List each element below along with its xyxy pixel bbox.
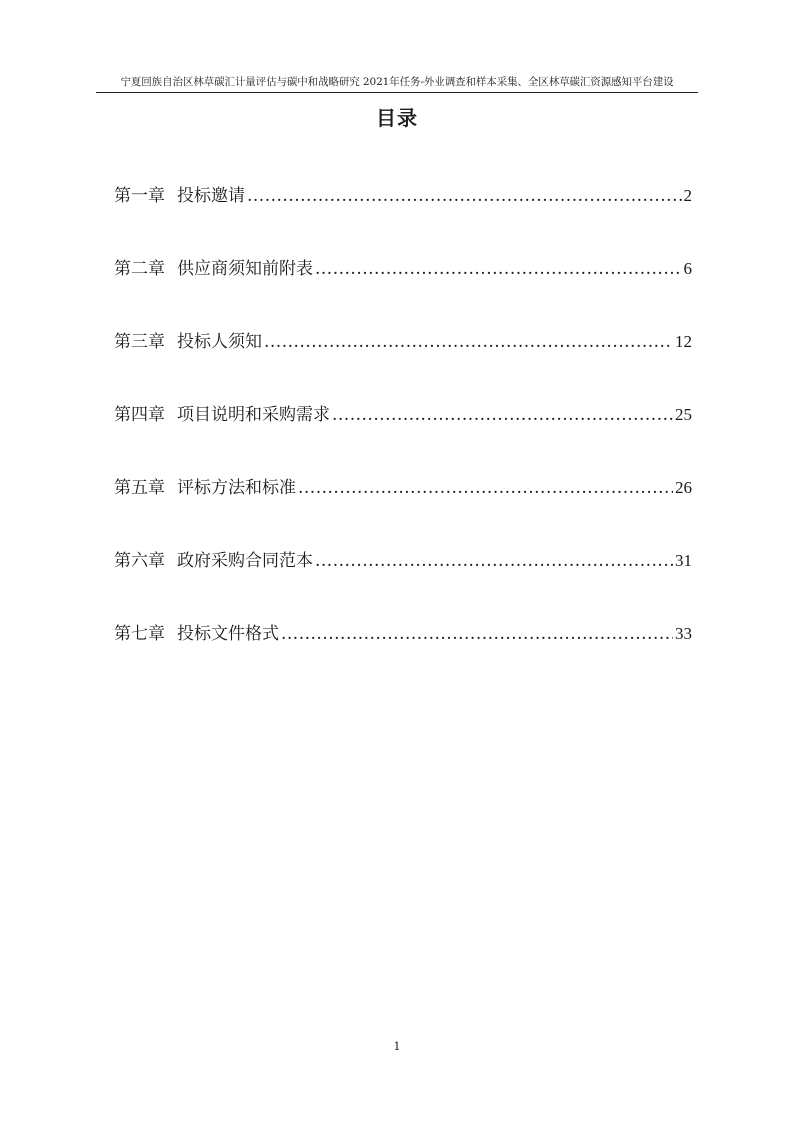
toc-page-number: 33 [675,624,692,643]
toc-chapter-title: 政府采购合同范本 [177,551,313,571]
toc-dot-leader [315,545,673,577]
toc-chapter-title: 供应商须知前附表 [177,259,313,279]
toc-chapter-title: 投标文件格式 [177,624,279,644]
toc-page-number: 12 [675,332,692,351]
toc-entry-chapter-6[interactable] [114,545,692,618]
toc-chapter-title: 项目说明和采购需求 [177,405,330,425]
toc-dot-leader [332,399,673,431]
table-of-contents [114,180,692,691]
toc-chapter-number: 第六章 [114,551,165,571]
toc-chapter-title: 投标邀请 [177,186,245,206]
toc-page-number: 6 [683,259,692,278]
toc-title: 目录 [376,106,418,130]
toc-entry-chapter-5[interactable] [114,472,692,545]
toc-chapter-number: 第四章 [114,405,165,425]
toc-entry-chapter-3[interactable] [114,326,692,399]
toc-entry-chapter-1[interactable] [114,180,692,253]
toc-chapter-number: 第五章 [114,478,165,498]
page-header: 宁夏回族自治区林草碳汇计量评估与碳中和战略研究 2021年任务-外业调查和样本采集、全区林草碳汇资源感知平台建设 [96,74,698,93]
toc-page-number: 25 [675,405,692,424]
toc-chapter-number: 第三章 [114,332,165,352]
toc-page-number: 2 [683,186,692,205]
toc-chapter-number: 第一章 [114,186,165,206]
toc-chapter-number: 第二章 [114,259,165,279]
toc-entry-chapter-4[interactable] [114,399,692,472]
page-number: 1 [393,1040,401,1053]
toc-dot-leader [315,253,682,285]
toc-chapter-title: 评标方法和标准 [177,478,296,498]
toc-entry-chapter-2[interactable] [114,253,692,326]
toc-dot-leader [264,326,673,358]
toc-dot-leader [247,180,682,212]
toc-chapter-number: 第七章 [114,624,165,644]
toc-page-number: 31 [675,551,692,570]
toc-chapter-title: 投标人须知 [177,332,262,352]
toc-page-number: 26 [675,478,692,497]
toc-dot-leader [298,472,673,504]
toc-entry-chapter-7[interactable] [114,618,692,691]
toc-dot-leader [281,618,673,650]
